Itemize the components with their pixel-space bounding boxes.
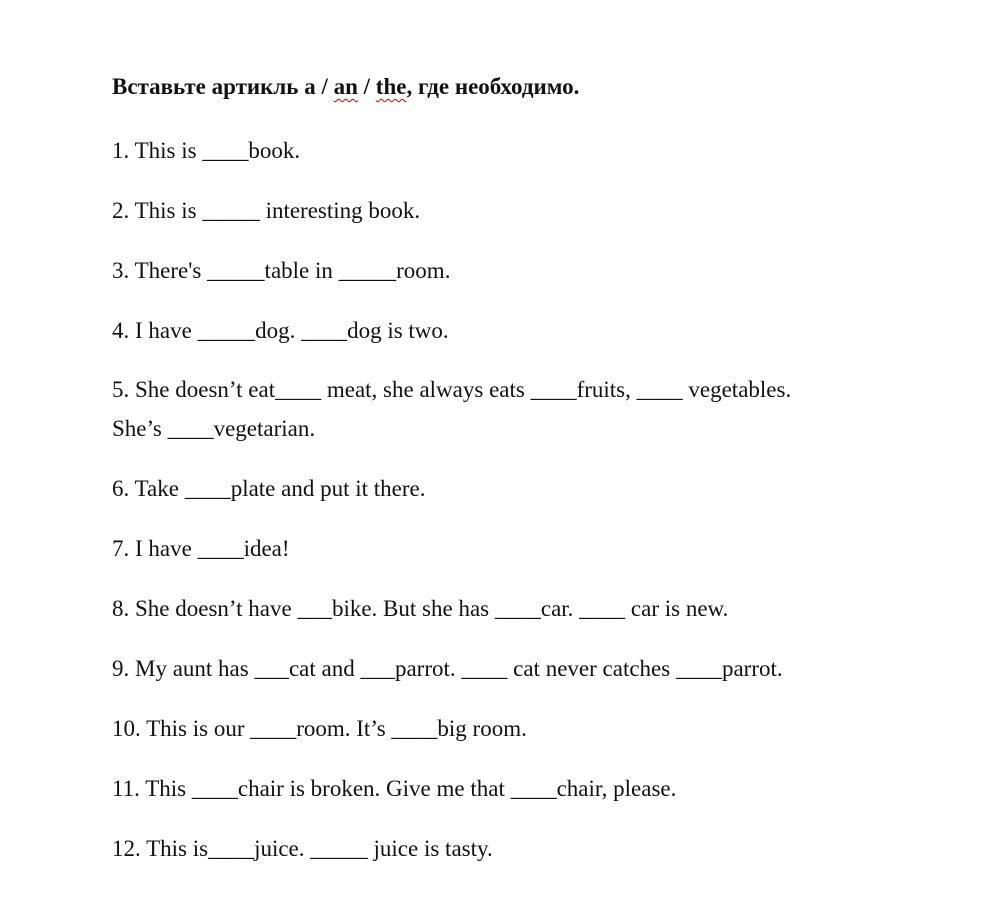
exercise-5-line-2: She’s ____vegetarian. [112, 416, 316, 441]
exercise-2: 2. This is _____ interesting book. [112, 198, 421, 223]
exercise-11: 11. This ____chair is broken. Give me that ____chair, please. [112, 776, 677, 801]
title-prefix: Вставьте артикль a / [112, 74, 334, 99]
exercise-8: 8. She doesn’t have ___bike. But she has ____car. ____ car is new. [112, 596, 729, 621]
exercise-9: 9. My aunt has ___cat and ___parrot. ____ cat never catches ____parrot. [112, 656, 783, 681]
exercise-4: 4. I have _____dog. ____dog is two. [112, 318, 449, 343]
exercise-7: 7. I have ____idea! [112, 536, 290, 561]
exercise-1: 1. This is ____book. [112, 138, 301, 163]
exercise-10: 10. This is our ____room. It’s ____big room. [112, 716, 527, 741]
exercise-12: 12. This is____juice. _____ juice is tasty. [112, 836, 493, 861]
title-separator: / [357, 74, 376, 99]
title-word-an: an [333, 74, 358, 99]
exercise-title [112, 72, 579, 102]
title-word-the: the [375, 74, 407, 99]
exercise-3: 3. There's _____table in _____room. [112, 258, 451, 283]
exercise-6: 6. Take ____plate and put it there. [112, 476, 426, 501]
exercise-5-line-1: 5. She doesn’t eat____ meat, she always eats ____fruits, ____ vegetables. [112, 377, 792, 402]
title-suffix: , где необходимо. [406, 74, 580, 99]
